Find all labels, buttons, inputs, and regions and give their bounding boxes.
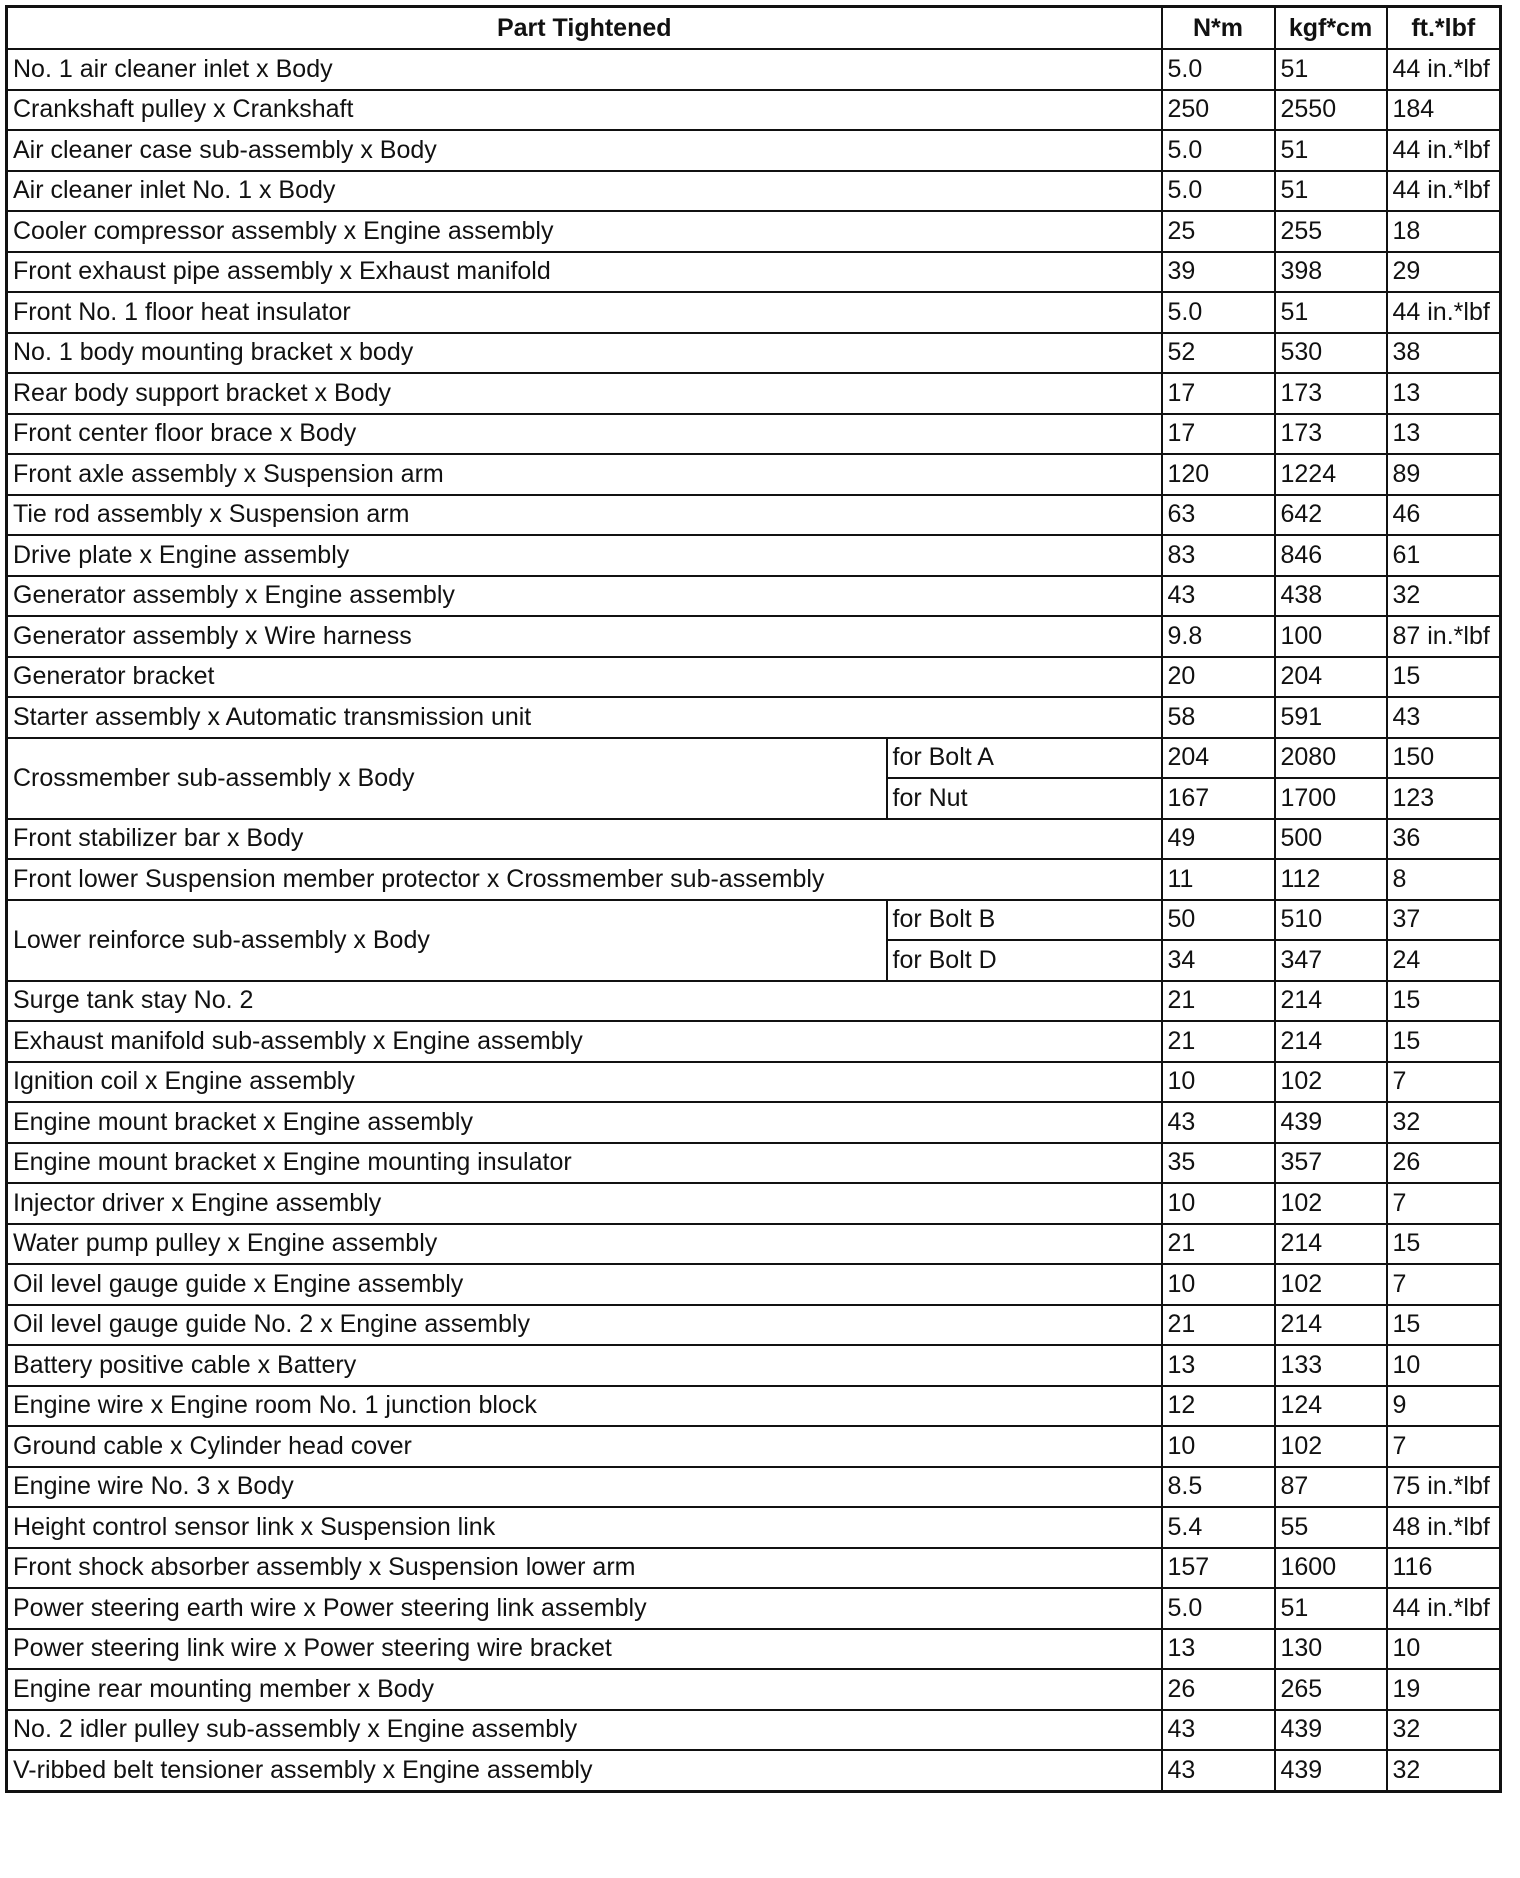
table-row: [7, 1386, 1501, 1427]
kgf-cm-cell: 204: [1275, 657, 1387, 698]
kgf-cm-cell: 214: [1275, 1021, 1387, 1062]
table-row: [7, 616, 1501, 657]
part-cell: Front axle assembly x Suspension arm: [7, 454, 1162, 495]
table-row: [7, 454, 1501, 495]
table-row: [7, 1345, 1501, 1386]
part-cell: Generator assembly x Engine assembly: [7, 576, 1162, 617]
kgf-cm-cell: 102: [1275, 1062, 1387, 1103]
part-cell: Engine wire x Engine room No. 1 junction block: [7, 1386, 1162, 1427]
part-cell: Front lower Suspension member protector x Crossmember sub-assembly: [7, 859, 1162, 900]
table-row: [7, 171, 1501, 212]
nm-cell: 13: [1162, 1629, 1275, 1670]
table-row: [7, 1183, 1501, 1224]
nm-cell: 5.0: [1162, 292, 1275, 333]
kgf-cm-cell: 130: [1275, 1629, 1387, 1670]
ft-lbf-cell: 13: [1387, 414, 1501, 455]
header-row: [7, 7, 1501, 50]
part-cell: Engine rear mounting member x Body: [7, 1669, 1162, 1710]
part-cell: Front shock absorber assembly x Suspension lower arm: [7, 1548, 1162, 1589]
table-row: [7, 819, 1501, 860]
table-row: [7, 576, 1501, 617]
table-row: [7, 1669, 1501, 1710]
nm-cell: 83: [1162, 535, 1275, 576]
part-cell: Cooler compressor assembly x Engine assembly: [7, 211, 1162, 252]
part-cell: Surge tank stay No. 2: [7, 981, 1162, 1022]
ft-lbf-cell: 15: [1387, 657, 1501, 698]
part-cell: Generator bracket: [7, 657, 1162, 698]
torque-table: [5, 5, 1502, 1793]
part-cell: Front center floor brace x Body: [7, 414, 1162, 455]
ft-lbf-cell: 32: [1387, 1750, 1501, 1791]
table-row: [7, 1750, 1501, 1791]
ft-lbf-cell: 7: [1387, 1062, 1501, 1103]
nm-cell: 250: [1162, 90, 1275, 131]
kgf-cm-cell: 102: [1275, 1183, 1387, 1224]
part-cell: Oil level gauge guide No. 2 x Engine assembly: [7, 1305, 1162, 1346]
kgf-cm-cell: 173: [1275, 414, 1387, 455]
kgf-cm-cell: 51: [1275, 171, 1387, 212]
part-cell: Crankshaft pulley x Crankshaft: [7, 90, 1162, 131]
table-row: [7, 252, 1501, 293]
nm-cell: 13: [1162, 1345, 1275, 1386]
ft-lbf-cell: 44 in.*lbf: [1387, 130, 1501, 171]
kgf-cm-cell: 439: [1275, 1102, 1387, 1143]
ft-lbf-cell: 18: [1387, 211, 1501, 252]
ft-lbf-cell: 116: [1387, 1548, 1501, 1589]
table-row: [7, 49, 1501, 90]
table-row: [7, 90, 1501, 131]
table-row: [7, 130, 1501, 171]
table-row: [7, 333, 1501, 374]
kgf-cm-cell: 51: [1275, 49, 1387, 90]
nm-cell: 63: [1162, 495, 1275, 536]
ft-lbf-cell: 87 in.*lbf: [1387, 616, 1501, 657]
table-row: [7, 1143, 1501, 1184]
kgf-cm-cell: 439: [1275, 1750, 1387, 1791]
nm-cell: 10: [1162, 1264, 1275, 1305]
table-row: [7, 859, 1501, 900]
ft-lbf-cell: 29: [1387, 252, 1501, 293]
header-nm: N*m: [1162, 7, 1275, 50]
kgf-cm-cell: 591: [1275, 697, 1387, 738]
ft-lbf-cell: 75 in.*lbf: [1387, 1467, 1501, 1508]
table-row: [7, 1467, 1501, 1508]
part-cell: Exhaust manifold sub-assembly x Engine assembly: [7, 1021, 1162, 1062]
table-row: [7, 1588, 1501, 1629]
ft-lbf-cell: 38: [1387, 333, 1501, 374]
table-row: [7, 981, 1501, 1022]
part-cell: Crossmember sub-assembly x Body: [7, 738, 887, 819]
nm-cell: 43: [1162, 576, 1275, 617]
kgf-cm-cell: 87: [1275, 1467, 1387, 1508]
part-cell: Drive plate x Engine assembly: [7, 535, 1162, 576]
ft-lbf-cell: 19: [1387, 1669, 1501, 1710]
part-cell: Air cleaner inlet No. 1 x Body: [7, 171, 1162, 212]
ft-lbf-cell: 48 in.*lbf: [1387, 1507, 1501, 1548]
nm-cell: 5.0: [1162, 1588, 1275, 1629]
ft-lbf-cell: 123: [1387, 778, 1501, 819]
ft-lbf-cell: 15: [1387, 1305, 1501, 1346]
header-kgf-cm: kgf*cm: [1275, 7, 1387, 50]
kgf-cm-cell: 1224: [1275, 454, 1387, 495]
table-row: [7, 1548, 1501, 1589]
kgf-cm-cell: 112: [1275, 859, 1387, 900]
part-cell: Ground cable x Cylinder head cover: [7, 1426, 1162, 1467]
kgf-cm-cell: 642: [1275, 495, 1387, 536]
part-cell: V-ribbed belt tensioner assembly x Engine assembly: [7, 1750, 1162, 1791]
nm-cell: 39: [1162, 252, 1275, 293]
nm-cell: 43: [1162, 1710, 1275, 1751]
kgf-cm-cell: 100: [1275, 616, 1387, 657]
ft-lbf-cell: 10: [1387, 1345, 1501, 1386]
part-cell: Air cleaner case sub-assembly x Body: [7, 130, 1162, 171]
table-row: [7, 495, 1501, 536]
condition-cell: for Bolt D: [887, 940, 1162, 981]
condition-cell: for Bolt A: [887, 738, 1162, 779]
kgf-cm-cell: 55: [1275, 1507, 1387, 1548]
nm-cell: 5.0: [1162, 49, 1275, 90]
ft-lbf-cell: 89: [1387, 454, 1501, 495]
nm-cell: 8.5: [1162, 1467, 1275, 1508]
nm-cell: 21: [1162, 1305, 1275, 1346]
table-row: [7, 373, 1501, 414]
nm-cell: 50: [1162, 900, 1275, 941]
part-cell: Power steering link wire x Power steering wire bracket: [7, 1629, 1162, 1670]
nm-cell: 5.4: [1162, 1507, 1275, 1548]
nm-cell: 17: [1162, 414, 1275, 455]
nm-cell: 5.0: [1162, 130, 1275, 171]
table-row: [7, 1264, 1501, 1305]
kgf-cm-cell: 1600: [1275, 1548, 1387, 1589]
part-cell: Height control sensor link x Suspension link: [7, 1507, 1162, 1548]
ft-lbf-cell: 184: [1387, 90, 1501, 131]
ft-lbf-cell: 44 in.*lbf: [1387, 1588, 1501, 1629]
ft-lbf-cell: 24: [1387, 940, 1501, 981]
kgf-cm-cell: 265: [1275, 1669, 1387, 1710]
table-row: [7, 1021, 1501, 1062]
ft-lbf-cell: 15: [1387, 1224, 1501, 1265]
condition-cell: for Nut: [887, 778, 1162, 819]
part-cell: Engine mount bracket x Engine mounting insulator: [7, 1143, 1162, 1184]
table-row: [7, 697, 1501, 738]
kgf-cm-cell: 439: [1275, 1710, 1387, 1751]
nm-cell: 167: [1162, 778, 1275, 819]
kgf-cm-cell: 51: [1275, 130, 1387, 171]
table-row: [7, 1102, 1501, 1143]
table-row: [7, 1629, 1501, 1670]
part-cell: No. 1 air cleaner inlet x Body: [7, 49, 1162, 90]
condition-cell: for Bolt B: [887, 900, 1162, 941]
ft-lbf-cell: 9: [1387, 1386, 1501, 1427]
ft-lbf-cell: 32: [1387, 1710, 1501, 1751]
ft-lbf-cell: 7: [1387, 1264, 1501, 1305]
nm-cell: 26: [1162, 1669, 1275, 1710]
nm-cell: 204: [1162, 738, 1275, 779]
kgf-cm-cell: 1700: [1275, 778, 1387, 819]
part-cell: No. 2 idler pulley sub-assembly x Engine assembly: [7, 1710, 1162, 1751]
nm-cell: 9.8: [1162, 616, 1275, 657]
ft-lbf-cell: 150: [1387, 738, 1501, 779]
nm-cell: 58: [1162, 697, 1275, 738]
nm-cell: 25: [1162, 211, 1275, 252]
part-cell: Water pump pulley x Engine assembly: [7, 1224, 1162, 1265]
ft-lbf-cell: 44 in.*lbf: [1387, 171, 1501, 212]
kgf-cm-cell: 214: [1275, 981, 1387, 1022]
kgf-cm-cell: 51: [1275, 292, 1387, 333]
part-cell: Injector driver x Engine assembly: [7, 1183, 1162, 1224]
ft-lbf-cell: 8: [1387, 859, 1501, 900]
kgf-cm-cell: 530: [1275, 333, 1387, 374]
kgf-cm-cell: 255: [1275, 211, 1387, 252]
ft-lbf-cell: 46: [1387, 495, 1501, 536]
ft-lbf-cell: 26: [1387, 1143, 1501, 1184]
part-cell: Generator assembly x Wire harness: [7, 616, 1162, 657]
part-cell: Tie rod assembly x Suspension arm: [7, 495, 1162, 536]
part-cell: Starter assembly x Automatic transmission unit: [7, 697, 1162, 738]
kgf-cm-cell: 102: [1275, 1264, 1387, 1305]
nm-cell: 10: [1162, 1183, 1275, 1224]
table-row: [7, 1305, 1501, 1346]
part-cell: Power steering earth wire x Power steering link assembly: [7, 1588, 1162, 1629]
table-body: [7, 49, 1501, 1791]
nm-cell: 43: [1162, 1102, 1275, 1143]
table-row: [7, 1710, 1501, 1751]
part-cell: Battery positive cable x Battery: [7, 1345, 1162, 1386]
nm-cell: 21: [1162, 1224, 1275, 1265]
ft-lbf-cell: 32: [1387, 1102, 1501, 1143]
kgf-cm-cell: 214: [1275, 1305, 1387, 1346]
kgf-cm-cell: 846: [1275, 535, 1387, 576]
kgf-cm-cell: 398: [1275, 252, 1387, 293]
part-cell: Front exhaust pipe assembly x Exhaust manifold: [7, 252, 1162, 293]
kgf-cm-cell: 357: [1275, 1143, 1387, 1184]
ft-lbf-cell: 44 in.*lbf: [1387, 292, 1501, 333]
table-row: [7, 414, 1501, 455]
header-part-tightened: Part Tightened: [7, 7, 1162, 50]
table-row: [7, 657, 1501, 698]
ft-lbf-cell: 37: [1387, 900, 1501, 941]
kgf-cm-cell: 124: [1275, 1386, 1387, 1427]
kgf-cm-cell: 133: [1275, 1345, 1387, 1386]
table-row: [7, 738, 1501, 779]
table-row: [7, 211, 1501, 252]
kgf-cm-cell: 51: [1275, 1588, 1387, 1629]
nm-cell: 5.0: [1162, 171, 1275, 212]
table-row: [7, 1224, 1501, 1265]
table-row: [7, 1062, 1501, 1103]
nm-cell: 34: [1162, 940, 1275, 981]
nm-cell: 21: [1162, 981, 1275, 1022]
kgf-cm-cell: 214: [1275, 1224, 1387, 1265]
ft-lbf-cell: 15: [1387, 1021, 1501, 1062]
table-row: [7, 1426, 1501, 1467]
header-ft-lbf: ft.*lbf: [1387, 7, 1501, 50]
part-cell: Rear body support bracket x Body: [7, 373, 1162, 414]
table-row: [7, 535, 1501, 576]
table-row: [7, 1507, 1501, 1548]
ft-lbf-cell: 44 in.*lbf: [1387, 49, 1501, 90]
nm-cell: 11: [1162, 859, 1275, 900]
part-cell: No. 1 body mounting bracket x body: [7, 333, 1162, 374]
table-row: [7, 900, 1501, 941]
kgf-cm-cell: 510: [1275, 900, 1387, 941]
part-cell: Lower reinforce sub-assembly x Body: [7, 900, 887, 981]
ft-lbf-cell: 10: [1387, 1629, 1501, 1670]
nm-cell: 43: [1162, 1750, 1275, 1791]
kgf-cm-cell: 2550: [1275, 90, 1387, 131]
part-cell: Oil level gauge guide x Engine assembly: [7, 1264, 1162, 1305]
part-cell: Ignition coil x Engine assembly: [7, 1062, 1162, 1103]
nm-cell: 10: [1162, 1426, 1275, 1467]
kgf-cm-cell: 347: [1275, 940, 1387, 981]
ft-lbf-cell: 7: [1387, 1426, 1501, 1467]
nm-cell: 157: [1162, 1548, 1275, 1589]
part-cell: Front stabilizer bar x Body: [7, 819, 1162, 860]
nm-cell: 120: [1162, 454, 1275, 495]
ft-lbf-cell: 43: [1387, 697, 1501, 738]
kgf-cm-cell: 173: [1275, 373, 1387, 414]
part-cell: Engine wire No. 3 x Body: [7, 1467, 1162, 1508]
kgf-cm-cell: 500: [1275, 819, 1387, 860]
part-cell: Front No. 1 floor heat insulator: [7, 292, 1162, 333]
part-cell: Engine mount bracket x Engine assembly: [7, 1102, 1162, 1143]
kgf-cm-cell: 2080: [1275, 738, 1387, 779]
nm-cell: 52: [1162, 333, 1275, 374]
ft-lbf-cell: 15: [1387, 981, 1501, 1022]
nm-cell: 20: [1162, 657, 1275, 698]
kgf-cm-cell: 102: [1275, 1426, 1387, 1467]
nm-cell: 12: [1162, 1386, 1275, 1427]
ft-lbf-cell: 32: [1387, 576, 1501, 617]
ft-lbf-cell: 61: [1387, 535, 1501, 576]
ft-lbf-cell: 7: [1387, 1183, 1501, 1224]
ft-lbf-cell: 13: [1387, 373, 1501, 414]
table-row: [7, 292, 1501, 333]
nm-cell: 21: [1162, 1021, 1275, 1062]
nm-cell: 49: [1162, 819, 1275, 860]
nm-cell: 35: [1162, 1143, 1275, 1184]
nm-cell: 17: [1162, 373, 1275, 414]
ft-lbf-cell: 36: [1387, 819, 1501, 860]
kgf-cm-cell: 438: [1275, 576, 1387, 617]
nm-cell: 10: [1162, 1062, 1275, 1103]
